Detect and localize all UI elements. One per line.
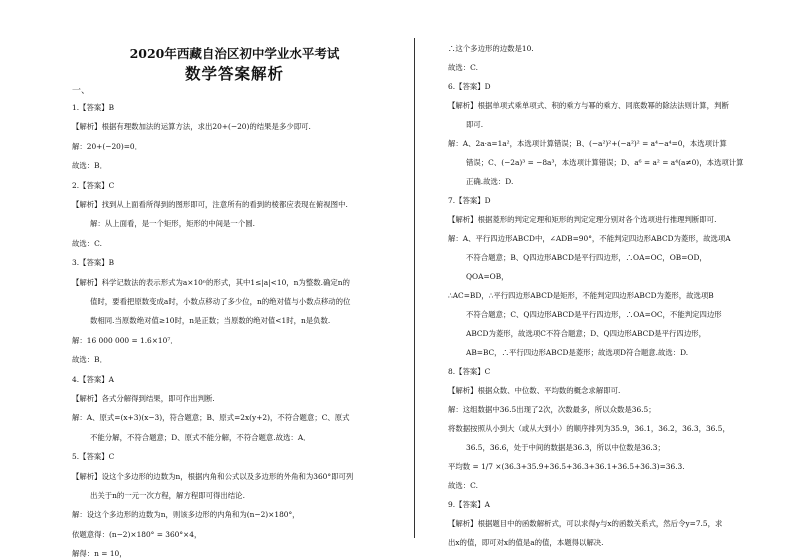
text-line: 即可. — [466, 120, 484, 129]
text-line: 出x的值，即可对x的值是a的值，本题得以解决. — [448, 538, 604, 547]
text-line: AB=BC，∴平行四边形ABCD是菱形；故选项D符合题意.故选：D. — [466, 348, 689, 357]
text-line: 故选：C. — [448, 63, 478, 72]
text-line: 解得：n = 10， — [72, 549, 127, 559]
text-line: 7.【答案】D — [448, 196, 491, 205]
text-line: 数相同.当原数绝对值≥10时，n是正数；当原数的绝对值<1时，n是负数. — [90, 316, 331, 326]
exam-subtitle: 数学答案解析 — [184, 64, 284, 83]
text-line: 不符合题意；C、Q四边形ABCD是平行四边形，∴OA=OC，不能判定四边形 — [466, 310, 722, 319]
text-line: 【解析】根据菱形的判定定理和矩形的判定定理分别对各个选项进行推理判断即可. — [448, 215, 717, 224]
text-line: 【解析】根据单项式乘单项式、积的乘方与幂的乘方、同底数幂的除法法则计算，判断 — [448, 101, 729, 110]
text-line: 1.【答案】B — [72, 103, 115, 112]
text-line: 【解析】各式分解得到结果，即可作出判断. — [72, 394, 215, 403]
text-line: 解：A、平行四边形ABCD中，∠ADB=90°，不能判定四边形ABCD为菱形，故选项A — [448, 234, 731, 243]
text-line: 4.【答案】A — [72, 374, 114, 384]
text-line: 故选：C. — [72, 238, 102, 248]
text-line: 故选：B． — [72, 355, 107, 365]
text-line: 故选：B． — [72, 161, 107, 171]
text-line: 【解析】找到从上面看所得到的图形即可，注意所有的看到的棱都应表现在俯视图中. — [72, 200, 348, 209]
text-line: 2.【答案】C — [72, 180, 115, 190]
text-line: ∴这个多边形的边数是10. — [448, 44, 534, 53]
text-line: 正确.故选：D. — [466, 177, 514, 186]
text-line: 8.【答案】C — [448, 367, 491, 376]
text-line: ABCD为菱形，故选项C不符合题意；D、Q四边形ABCD是平行四边形， — [466, 329, 706, 338]
text-line: ∴AC=BD，∴平行四边形ABCD是矩形，不能判定四边形ABCD为菱形，故选项B — [448, 291, 714, 300]
section-label: 一、 — [72, 86, 91, 96]
text-line: 出关于n的一元一次方程，解方程即可得出结论. — [90, 491, 245, 500]
text-line: 不能分解，不符合题意；D、原式不能分解，不符合题意.故选：A． — [90, 432, 311, 442]
text-line: 解：A、原式=(x+3)(x−3)，符合题意；B、原式=2x(y+2)，不符合题意；C、原式 — [72, 413, 350, 423]
text-line: 解：20+(−20)=0． — [72, 141, 143, 151]
text-line: 解：设这个多边形的边数为n，则该多边形的内角和为(n−2)×180°， — [72, 510, 300, 520]
text-line: 依题意得：(n−2)×180° = 360°×4， — [72, 529, 202, 539]
text-line: 9.【答案】A — [448, 500, 490, 509]
text-line: 【解析】根据众数、中位数、平均数的概念求解即可. — [448, 386, 621, 395]
text-line: 【解析】设这个多边形的边数为n，根据内角和公式以及多边形的外角和为360°即可列 — [72, 471, 354, 481]
text-line: 5.【答案】C — [72, 452, 115, 462]
text-line: 【解析】科学记数法的表示形式为a×10ⁿ的形式，其中1≤|a|<10，n为整数.确定n的 — [72, 277, 350, 287]
text-line: 【解析】根据题目中的函数解析式，可以求得y与x的函数关系式，然后令y=7.5，求 — [448, 519, 723, 528]
column-divider — [414, 38, 415, 538]
text-line: QOA=OB， — [466, 272, 509, 281]
text-line: 解：A、2a·a=1a²，本选项计算错误；B、(−a²)²+(−a²)² = a⁴−a⁴=0，本选项计算 — [448, 139, 727, 148]
text-line: 解：16 000 000 = 1.6×10⁷． — [72, 335, 178, 345]
text-line: 3.【答案】B — [72, 258, 115, 268]
text-line: 解：从上面看，是一个矩形，矩形的中间是一个圆. — [90, 219, 255, 229]
exam-title: 2020年西藏自治区初中学业水平考试 — [129, 46, 340, 61]
text-line: 将数据按照从小到大（或从大到小）的顺序排列为35.9，36.1，36.2，36.3，36.5， — [448, 424, 730, 433]
text-line: 错误；C、(−2a)³ = −8a³，本选项计算错误；D、a⁶ = a² = a⁴(a≠0)，本选项计算 — [466, 158, 744, 167]
text-line: 解：这组数据中36.5出现了2次，次数最多，所以众数是36.5； — [448, 405, 656, 414]
text-line: 6.【答案】D — [448, 82, 491, 91]
text-line: 故选：C. — [448, 481, 478, 490]
text-line: 值时，要看把原数变成a时，小数点移动了多少位，n的绝对值与小数点移动的位 — [90, 297, 351, 306]
text-line: 不符合题意；B、Q四边形ABCD是平行四边形，∴OA=OC，OB=OD， — [466, 253, 707, 262]
text-line: 平均数 = 1/7 ×(36.3+35.9+36.5+36.3+36.1+36.5+36.3)=36.3. — [448, 462, 685, 471]
text-line: 【解析】根据有理数加法的运算方法，求出20+(−20)的结果是多少即可. — [72, 122, 311, 132]
text-line: 36.5，36.6，处于中间的数据是36.3，所以中位数是36.3； — [466, 443, 665, 452]
